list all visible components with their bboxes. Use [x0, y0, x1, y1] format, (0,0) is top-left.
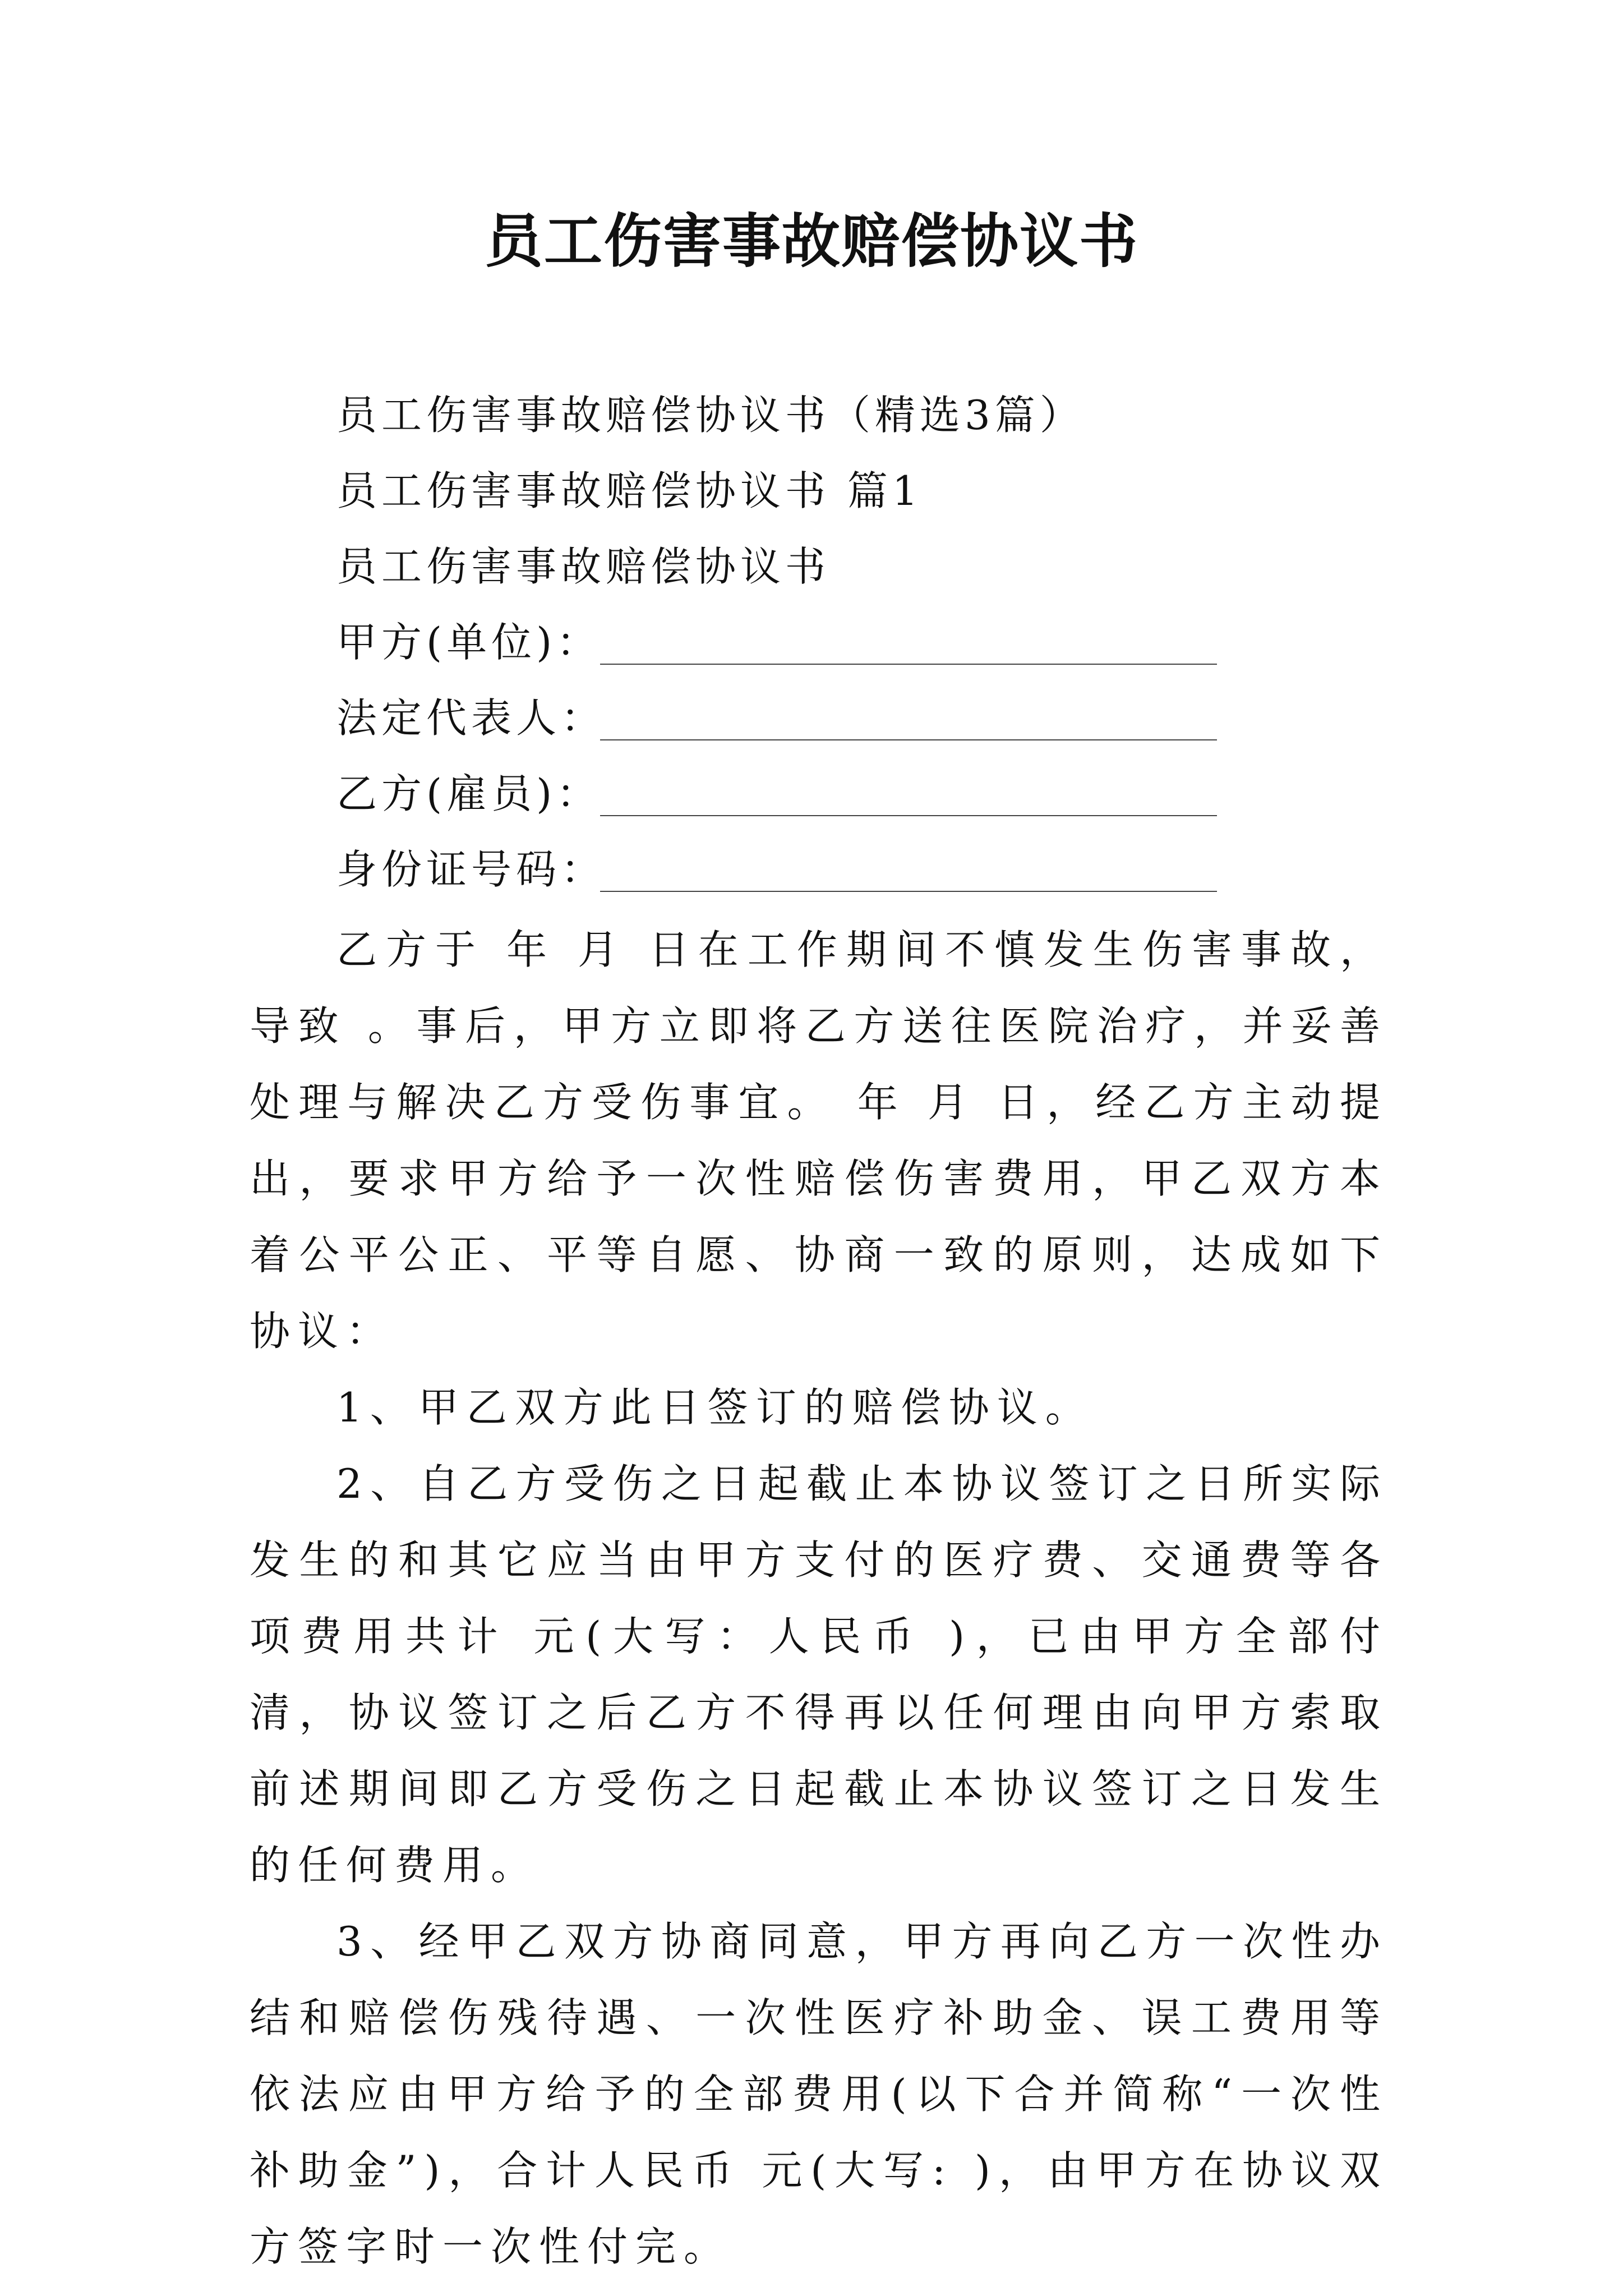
field-label-id-number: 身份证号码： [336, 846, 606, 893]
document-title: 员工伤害事故赔偿协议书 [484, 206, 1138, 275]
field-id-number [336, 841, 606, 898]
paragraph-clause-1: 1、甲乙双方此日签订的赔偿协议。 [336, 1384, 1094, 1431]
paragraph-clause-2: 2、自乙方受伤之日起截止本协议签订之日所实际发生的和其它应当由甲方支付的医疗费、交通费等各项费用共计 元(大写：人民币 )，已由甲方全部付清，协议签订之后乙方不得再以任何理由向甲方索取前述期间即乙方受伤之日起截止本协议签订之日发生的任何费用。 [250, 1460, 1388, 1889]
field-label-party-a: 甲方(单位)： [336, 619, 602, 666]
field-blank-legal-representative [600, 739, 1217, 740]
subtitle-collection: 员工伤害事故赔偿协议书（精选3篇） [336, 392, 1085, 439]
field-label-legal-representative: 法定代表人： [336, 694, 606, 742]
field-party-a [336, 614, 601, 670]
field-party-b [336, 766, 601, 822]
paragraph-incident: 乙方于 年 月 日在工作期间不慎发生伤害事故， 导致 。事后，甲方立即将乙方送往医院治疗，并妥善处理与解决乙方受伤事宜。 年 月 日，经乙方主动提出，要求甲方给予一次性赔偿伤害费用，甲乙双方本着公平公正、平等自愿、协商一致的原则，达成如下协议： [250, 926, 1388, 1355]
paragraph-clause-3: 3、经甲乙双方协商同意，甲方再向乙方一次性办结和赔偿伤残待遇、一次性医疗补助金、误工费用等依法应由甲方给予的全部费用(以下合并简称“一次性补助金”)，合计人民币 元(大写: )，由甲方在协议双方签字时一次性付完。 [250, 1918, 1388, 2270]
subtitle-part: 员工伤害事故赔偿协议书 篇1 [336, 467, 923, 514]
field-blank-party-a [600, 664, 1217, 665]
subtitle-heading: 员工伤害事故赔偿协议书 [336, 543, 831, 590]
field-blank-id-number [600, 891, 1217, 892]
field-blank-party-b [600, 815, 1217, 816]
field-label-party-b: 乙方(雇员)： [336, 770, 602, 817]
document-body [250, 912, 1388, 2285]
field-legal-representative [336, 690, 606, 746]
